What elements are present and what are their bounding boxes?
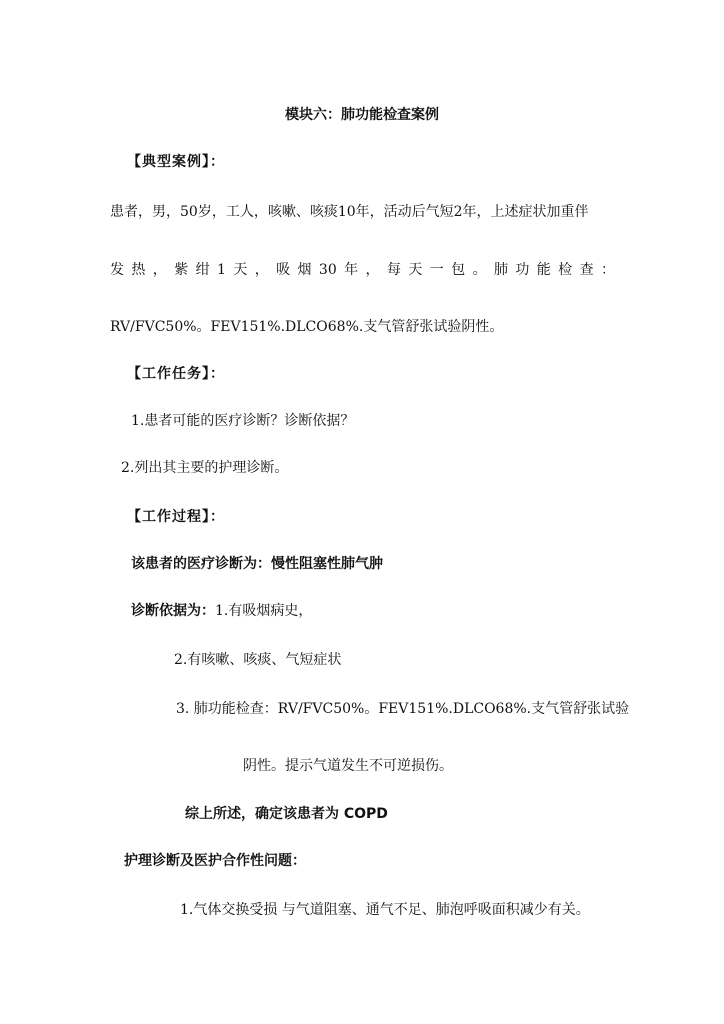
case-line-1: 患者，男，50岁，工人，咳嗽、咳痰10年，活动后气短2年，上述症状加重伴 — [110, 204, 589, 220]
conclusion: 综上所述，确定该患者为 COPD — [185, 806, 388, 822]
basis-label: 诊断依据为： — [131, 603, 215, 619]
diagnosis-label: 该患者的医疗诊断为： — [131, 556, 271, 572]
basis-item-3-cont: 阴性。提示气道发生不可逆损伤。 — [243, 758, 453, 774]
basis-item-2: 2.有咳嗽、咳痰、气短症状 — [174, 652, 342, 668]
case-heading: 【典型案例】： — [127, 154, 225, 170]
page-title: 模块六：肺功能检查案例 — [285, 107, 439, 123]
task-item-1: 1.患者可能的医疗诊断？诊断依据？ — [131, 413, 355, 429]
diagnosis-line — [131, 554, 383, 574]
diagnosis-value: 慢性阻塞性肺气肿 — [271, 556, 383, 572]
tasks-heading: 【工作任务】： — [127, 366, 225, 382]
nursing-item-1: 1.气体交换受损 与气道阻塞、通气不足、肺泡呼吸面积减少有关。 — [180, 902, 590, 918]
nursing-heading: 护理诊断及医护合作性问题： — [124, 853, 306, 869]
basis-line — [131, 601, 312, 621]
process-heading: 【工作过程】： — [127, 509, 225, 525]
task-item-2: 2.列出其主要的护理诊断。 — [121, 460, 289, 476]
basis-item-1: 1.有吸烟病史， — [215, 603, 313, 619]
basis-item-3: 3. 肺功能检查：RV/FVC50%。FEV151%.DLCO68%.支气管舒张试验 — [176, 701, 630, 717]
case-line-2: 发热，紫绀1天，吸烟30年，每天一包。肺功能检查： — [110, 262, 615, 278]
case-line-3: RV/FVC50%。FEV151%.DLCO68%.支气管舒张试验阴性。 — [110, 319, 504, 335]
